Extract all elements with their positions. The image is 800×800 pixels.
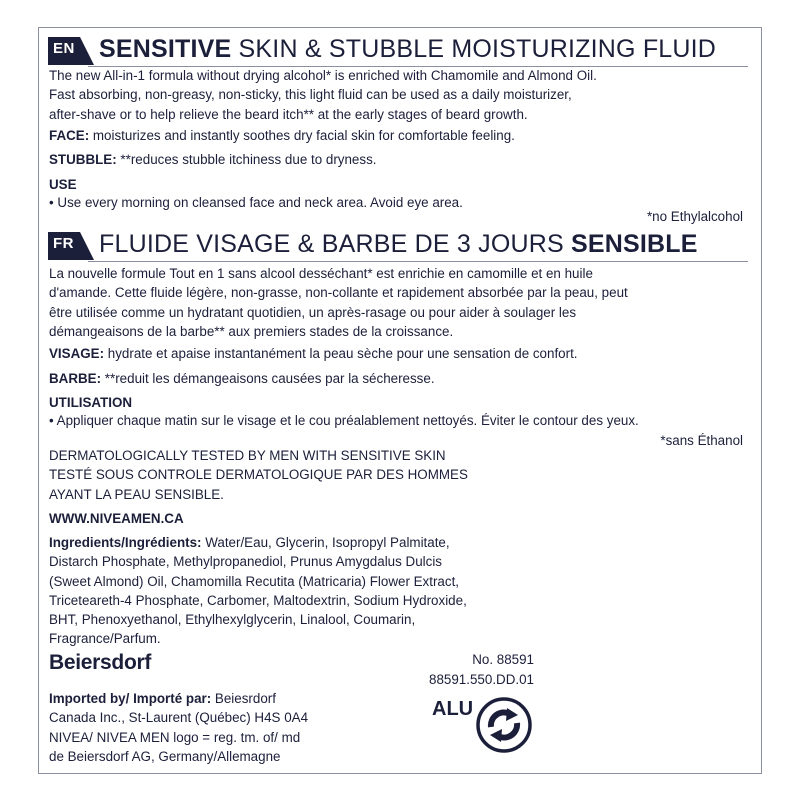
ingredients-line: Distarch Phosphate, Methylpropanediol, Prunus Amygdalus Dulcis [49,554,442,570]
en-stubble-label: STUBBLE: [49,152,117,167]
importer-line: NIVEA/ NIVEA MEN logo = reg. tm. of/ md [49,729,301,745]
beiersdorf-logo: Beiersdorf [49,651,152,674]
fr-visage-label: VISAGE: [49,346,105,361]
fr-intro-line: d'amande. Cette fluide légère, non-grasse, non-collante et rapidement absorbée par la peau, peut [49,285,628,301]
ingredients [49,533,467,649]
alu-mark: ALU [432,698,474,720]
fr-title [99,226,698,262]
fr-intro [49,264,628,341]
fr-title-rest: FLUIDE VISAGE & BARBE DE 3 JOURS [99,230,572,258]
en-stubble-text: **reduces stubble itchiness due to dryness. [116,152,377,167]
ingredients-label: Ingredients/Ingrédients: [49,535,202,550]
product-number: No. 88591 [472,652,534,667]
fr-intro-line: être utilisée comme un hydratant quotidien, un après-rasage ou pour aider à soulager les [49,304,577,320]
importer-line: Beiesrdorf [211,691,276,706]
en-intro-line: Fast absorbing, non-greasy, non-sticky, this light fluid can be used as a daily moisturizer, [49,87,572,103]
en-face-text: moisturizes and instantly soothes dry facial skin for comfortable feeling. [89,128,515,143]
fr-visage-text: hydrate et apaise instantanément la peau sèche pour une sensation de confort. [104,346,578,361]
fr-barbe-text: **reduit les démangeaisons causées par la sécheresse. [101,371,435,386]
en-title-rest: SKIN & STUBBLE MOISTURIZING FLUID [231,35,717,63]
ingredients-line: BHT, Phenoxyethanol, Ethylhexylglycerin, Linalool, Coumarin, [49,612,416,628]
fr-title-bold: SENSIBLE [571,230,698,258]
en-intro-line: The new All-in-1 formula without drying alcohol* is enriched with Chamomile and Almond Oil. [49,68,597,83]
en-use-heading: USE [49,177,77,192]
recycling-arrows-icon [476,697,532,758]
en-language-tag [48,37,90,65]
en-title-bold: SENSITIVE [99,35,232,63]
en-title [99,31,716,67]
fr-barbe [49,369,435,388]
derm-line: TESTÉ SOUS CONTROLE DERMATOLOGIQUE PAR DES HOMMES [49,467,468,483]
derm-statement [49,446,468,504]
fr-language-tag [48,232,90,260]
en-stubble [49,150,376,169]
en-header [48,31,748,67]
fr-footnote: *sans Éthanol [660,433,743,448]
fr-visage [49,344,578,363]
fr-header-rule [88,261,748,262]
derm-line: AYANT LA PEAU SENSIBLE. [49,486,224,502]
website: WWW.NIVEAMEN.CA [49,511,184,526]
en-face [49,126,515,145]
fr-use-heading: UTILISATION [49,395,133,410]
en-use-text: • Use every morning on cleansed face and neck area. Avoid eye area. [49,195,463,210]
importer-line: Canada Inc., St-Laurent (Québec) H4S 0A4 [49,710,309,726]
fr-header [48,226,748,262]
importer-line: de Beiersdorf AG, Germany/Allemagne [49,748,281,764]
en-tag-label: EN [53,40,75,57]
en-intro [49,66,597,124]
ingredients-line: Water/Eau, Glycerin, Isopropyl Palmitate, [201,535,450,550]
fr-intro-line: démangeaisons de la barbe** aux premiers stades de la croissance. [49,323,454,339]
derm-line: DERMATOLOGICALLY TESTED BY MEN WITH SENSITIVE SKIN [49,448,446,463]
fr-intro-line: La nouvelle formule Tout en 1 sans alcool desséchant* est enrichie en camomille et en huile [49,266,593,281]
ingredients-line: Fragrance/Parfum. [49,631,161,647]
fr-use-text: • Appliquer chaque matin sur le visage et le cou préalablement nettoyés. Éviter le contour des yeux. [49,413,639,428]
fr-tag-label: FR [53,235,74,252]
product-code: 88591.550.DD.01 [429,672,534,687]
en-face-label: FACE: [49,128,90,143]
fr-barbe-label: BARBE: [49,371,102,386]
ingredients-line: Triceteareth-4 Phosphate, Carbomer, Maltodextrin, Sodium Hydroxide, [49,592,467,608]
en-intro-line: after-shave or to help relieve the beard itch** at the early stages of beard growth. [49,106,528,122]
importer-label: Imported by/ Importé par: [49,691,212,706]
importer [49,689,308,766]
ingredients-line: (Sweet Almond) Oil, Chamomilla Recutita (Matricaria) Flower Extract, [49,573,460,589]
en-footnote: *no Ethylalcohol [646,209,743,224]
